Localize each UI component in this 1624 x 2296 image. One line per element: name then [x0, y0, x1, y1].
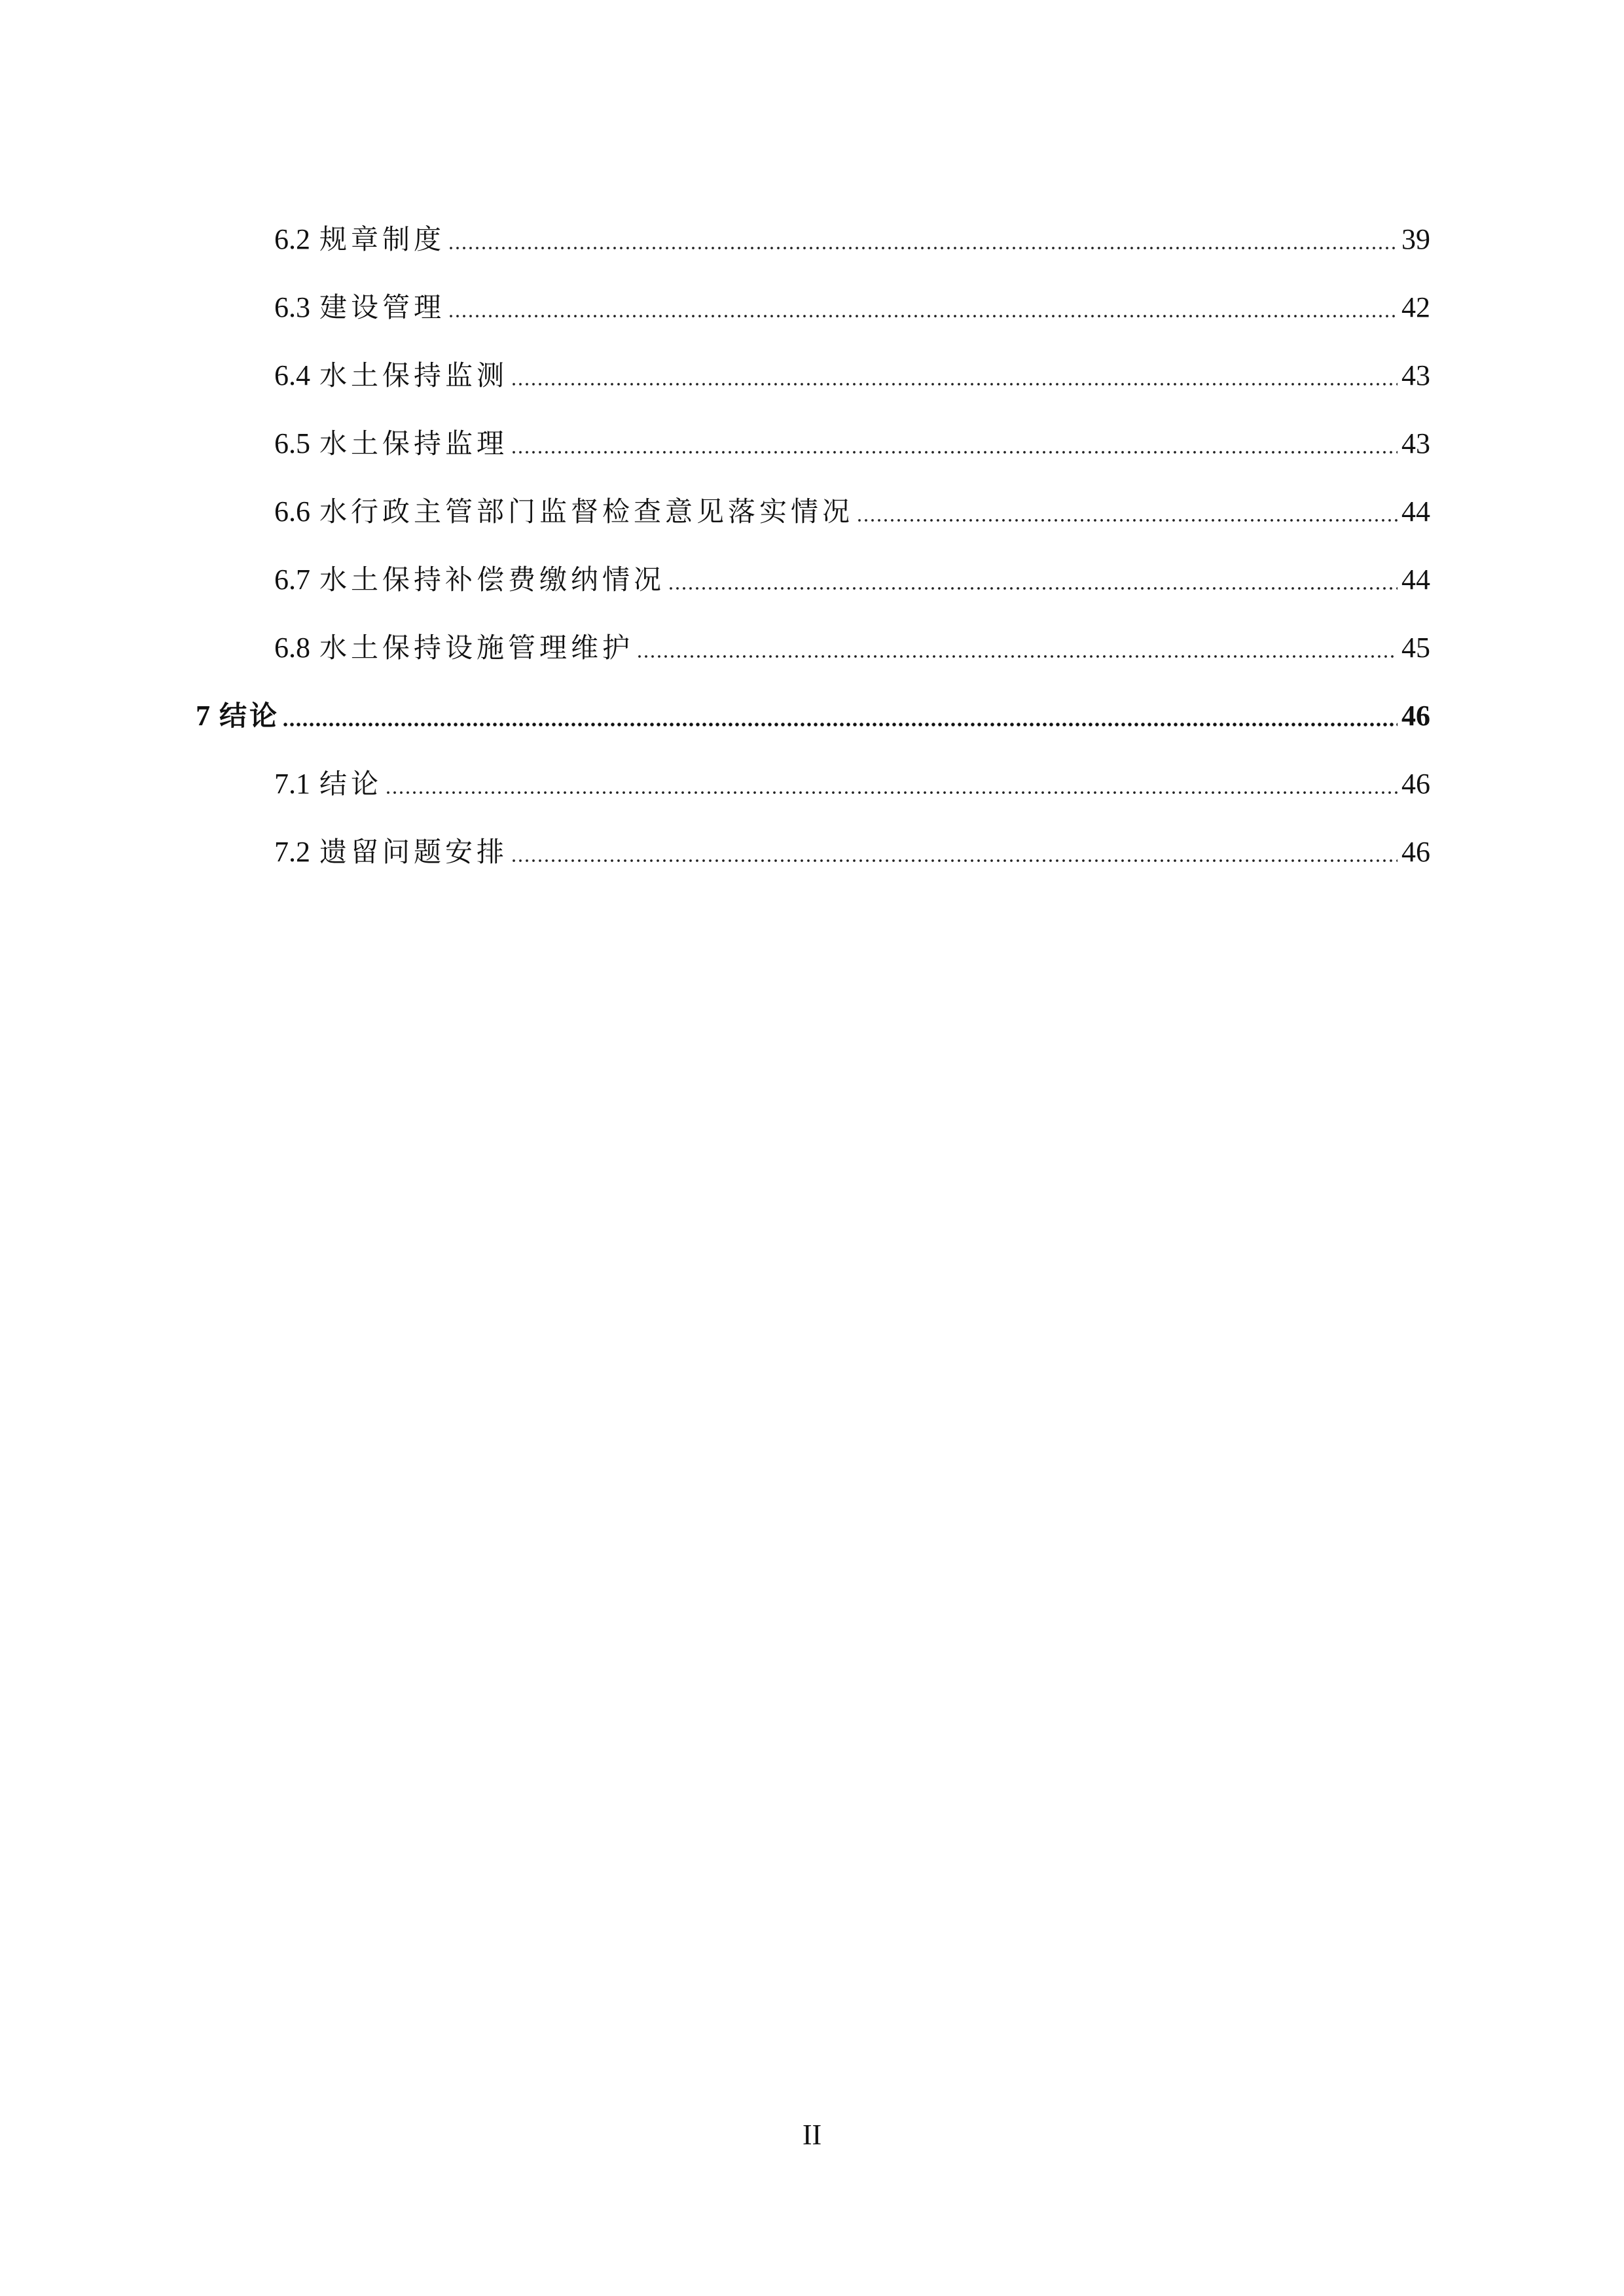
toc-entry-title: 结论 — [219, 700, 280, 732]
toc-entry-title: 结论 — [319, 768, 383, 800]
toc-entry-page: 46 — [1401, 700, 1430, 732]
toc-entry-title: 遗留问题安排 — [319, 836, 509, 868]
toc-entry-number: 7 — [196, 700, 210, 732]
toc-entry-title: 建设管理 — [319, 291, 446, 323]
toc-entry-title: 水土保持补偿费缴纳情况 — [319, 564, 666, 596]
toc-entry[interactable] — [274, 560, 1430, 600]
toc-entry[interactable] — [274, 628, 1430, 668]
toc-entry-page: 44 — [1401, 564, 1430, 596]
toc-dot-leader — [511, 449, 1398, 456]
toc-dot-leader — [448, 313, 1398, 319]
toc-entry-page: 46 — [1401, 836, 1430, 868]
toc-entry[interactable] — [274, 492, 1430, 531]
toc-dot-leader — [511, 381, 1398, 387]
toc-entry-page: 39 — [1401, 223, 1430, 255]
toc-entry-page: 44 — [1401, 495, 1430, 528]
toc-entry-number: 6.7 — [274, 564, 310, 596]
toc-entry-page: 45 — [1401, 632, 1430, 664]
toc-dot-leader — [282, 721, 1398, 728]
toc-entry-title: 规章制度 — [319, 223, 446, 255]
toc-dot-leader — [856, 517, 1398, 524]
toc-entry-page: 46 — [1401, 768, 1430, 800]
toc-dot-leader — [385, 789, 1398, 796]
toc-entry[interactable] — [274, 764, 1430, 804]
toc-entry-title: 水行政主管部门监督检查意见落实情况 — [319, 495, 854, 528]
page-number: II — [802, 2119, 822, 2151]
toc-dot-leader — [668, 585, 1398, 592]
toc-entry[interactable] — [274, 288, 1430, 327]
toc-entry-title: 水土保持监测 — [319, 359, 509, 391]
toc-entry-page: 42 — [1401, 291, 1430, 323]
toc-dot-leader — [636, 653, 1398, 660]
toc-dot-leader — [448, 245, 1398, 251]
toc-entry-number: 6.8 — [274, 632, 310, 664]
toc-entry-page: 43 — [1401, 427, 1430, 459]
toc-entry-number: 6.4 — [274, 359, 310, 391]
toc-entry[interactable] — [274, 833, 1430, 872]
toc-chapter-entry[interactable] — [196, 696, 1430, 736]
toc-entry-page: 43 — [1401, 359, 1430, 391]
toc-entry-number: 7.1 — [274, 768, 310, 800]
toc-entry-title: 水土保持设施管理维护 — [319, 632, 634, 664]
toc-entry-number: 7.2 — [274, 836, 310, 868]
toc-entry[interactable] — [274, 220, 1430, 259]
toc-entry-number: 6.6 — [274, 495, 310, 528]
toc-entry-number: 6.3 — [274, 291, 310, 323]
toc-entry[interactable] — [274, 356, 1430, 395]
toc-entry[interactable] — [274, 424, 1430, 463]
toc-entry-number: 6.5 — [274, 427, 310, 459]
toc-dot-leader — [511, 857, 1398, 864]
toc-entry-title: 水土保持监理 — [319, 427, 509, 459]
toc-entry-number: 6.2 — [274, 223, 310, 255]
